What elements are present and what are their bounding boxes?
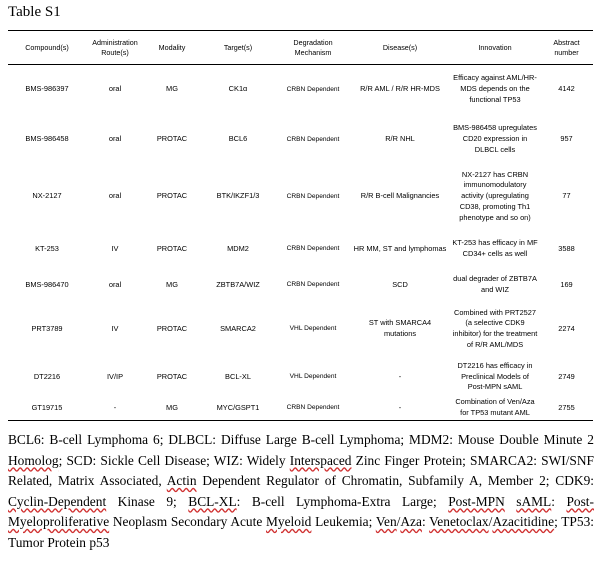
footnote-text: Neoplasm Secondary Acute [109,514,266,529]
footnote-text: : [551,493,567,509]
table-row [8,229,593,269]
cell-abstract: 2749 [558,371,575,381]
footnote-text: : B-cell Lymphoma-Extra Large; [236,493,449,509]
spellcheck-flagged-term: Cyclin-Dependent [8,493,107,509]
column-header: Disease(s) [382,42,418,52]
cell-mechanism: CRBN Dependent [286,135,340,143]
cell-disease: - [398,371,402,381]
cell-modality: PROTAC [156,243,188,253]
cell-mechanism: CRBN Dependent [286,245,340,253]
cell-target: CK1α [228,84,248,94]
cell-innovation: DT2216 has efficacy in Preclinical Models of Post-MPN sAML [457,360,533,392]
cell-compound: NX-2127 [32,191,62,201]
spellcheck-flagged-term: Ven [375,514,397,529]
spellcheck-flagged-term: Azacitidine [492,514,555,529]
cell-modality: PROTAC [156,323,188,333]
header-row [8,31,593,64]
abbreviations-footnote [8,430,594,553]
footnote-text: Dependent Regulator of Chromatin, Subfamily A, Member 2; CDK9: [196,473,594,488]
cell-compound: BMS-986458 [25,134,69,144]
cell-target: MDM2 [227,243,249,253]
cell-innovation: Combined with PRT2527 (a selective CDK9 inhibitor) for the treatment of R/R AML/MDS [452,307,538,349]
cell-route: IV [111,243,119,253]
column-header: Innovation [478,42,512,52]
cell-abstract: 2755 [558,402,575,412]
table-row [8,397,593,419]
cell-modality: MG [166,279,178,289]
cell-route: oral [108,191,122,201]
cell-disease: HR MM, ST and lymphomas [353,243,447,253]
column-header: Abstract number [553,37,580,57]
table-row [8,164,593,229]
column-header: Administration Route(s) [92,37,138,57]
cell-abstract: 77 [562,191,571,201]
cell-route: IV [111,323,119,333]
footnote-text: / [488,514,493,529]
cell-abstract: 4142 [558,84,575,94]
cell-route: IV/IP [106,371,124,381]
spellcheck-flagged-term: Aza [400,514,422,529]
cell-innovation: NX-2127 has CRBN immunomodulatory activity (upregulating CD38, promoting Th1 phenotype and so on) [459,169,531,222]
column-header: Compound(s) [25,42,69,52]
table-row [8,115,593,164]
cell-compound: DT2216 [33,371,61,381]
table-row [8,64,593,115]
spellcheck-flagged-term: Actin [166,473,197,488]
column-header: Modality [158,42,186,52]
spellcheck-flagged-term: Interspaced [289,452,352,468]
cell-target: ZBTB7A/WIZ [216,279,260,289]
cell-route: - [113,402,117,412]
footnote-text: Leukemia; [311,514,376,529]
cell-route: oral [108,279,122,289]
degrader-table [8,31,593,419]
footnote-text: ; SCD: Sickle Cell Disease; WIZ: Widely [58,452,290,468]
footnote-text: Kinase 9; [106,493,189,509]
cell-abstract: 957 [560,134,573,144]
table-row [8,269,593,301]
cell-target: BTK/IKZF1/3 [216,191,260,201]
cell-disease: SCD [392,279,408,289]
table-body [8,64,593,419]
cell-target: SMARCA2 [220,323,256,333]
cell-compound: KT-253 [35,243,59,253]
cell-innovation: BMS-986458 upregulates CD20 expression in DLBCL cells [453,123,537,154]
footnote-text [505,494,517,509]
footnote-text: : [421,514,430,529]
footnote-text: ; TP53: Tumor Protein p53 [8,514,594,550]
cell-abstract: 3588 [558,243,575,253]
cell-compound: BMS-986470 [25,279,69,289]
cell-modality: MG [166,402,178,412]
cell-disease: - [398,402,402,412]
cell-innovation: KT-253 has efficacy in MF CD34+ cells as well [452,238,538,258]
cell-route: oral [108,134,122,144]
spellcheck-flagged-term: BCL-XL [188,493,237,509]
cell-modality: PROTAC [156,371,188,381]
bottom-rule [8,420,593,421]
spellcheck-flagged-term: Myeloid [266,514,312,529]
column-header: Degradation Mechanism [293,37,333,57]
table-row [8,301,593,357]
cell-abstract: 169 [560,279,573,289]
cell-disease: R/R B-cell Malignancies [360,191,440,201]
cell-innovation: dual degrader of ZBTB7A and WIZ [453,274,537,294]
footnote-text: BCL6: B-cell Lymphoma 6; DLBCL: Diffuse Large B-cell Lymphoma; MDM2: Mouse Double Minute 2 [8,432,594,447]
cell-mechanism: CRBN Dependent [286,281,340,289]
cell-abstract: 2274 [558,323,575,333]
cell-mechanism: CRBN Dependent [286,404,340,412]
spellcheck-flagged-term: Venetoclax [429,514,489,529]
table-title: Table S1 [8,4,61,20]
cell-target: BCL6 [228,134,248,144]
spellcheck-flagged-term: Post-MPN [448,493,505,509]
cell-target: MYC/GSPT1 [216,402,260,412]
spellcheck-flagged-term: Homolog [8,452,59,468]
cell-compound: BMS-986397 [25,84,69,94]
cell-mechanism: CRBN Dependent [286,85,340,93]
cell-modality: PROTAC [156,134,188,144]
cell-mechanism: VHL Dependent [289,325,337,333]
cell-mechanism: CRBN Dependent [286,192,340,200]
spellcheck-flagged-term: sAML [516,493,552,509]
cell-innovation: Efficacy against AML/HR-MDS depends on the functional TP53 [453,73,537,104]
cell-mechanism: VHL Dependent [289,373,337,381]
footnote-text: / [396,514,401,529]
column-header: Target(s) [223,42,253,52]
table-row [8,357,593,397]
cell-compound: GT19715 [31,402,63,412]
cell-disease: R/R NHL [385,134,415,144]
cell-innovation: Combination of Ven/Aza for TP53 mutant AML [455,397,535,417]
cell-modality: PROTAC [156,191,188,201]
footnote-text: Zinc Finger Protein; SMARCA2: SWI/SNF Related, Matrix Associated, [8,452,594,488]
cell-target: BCL-XL [225,371,251,381]
cell-modality: MG [166,84,178,94]
cell-route: oral [108,84,122,94]
cell-compound: PRT3789 [31,323,63,333]
cell-disease: ST with SMARCA4 mutations [368,318,432,338]
spellcheck-flagged-term: Post-Myeloproliferative [8,493,594,529]
cell-disease: R/R AML / R/R HR-MDS [360,84,440,94]
